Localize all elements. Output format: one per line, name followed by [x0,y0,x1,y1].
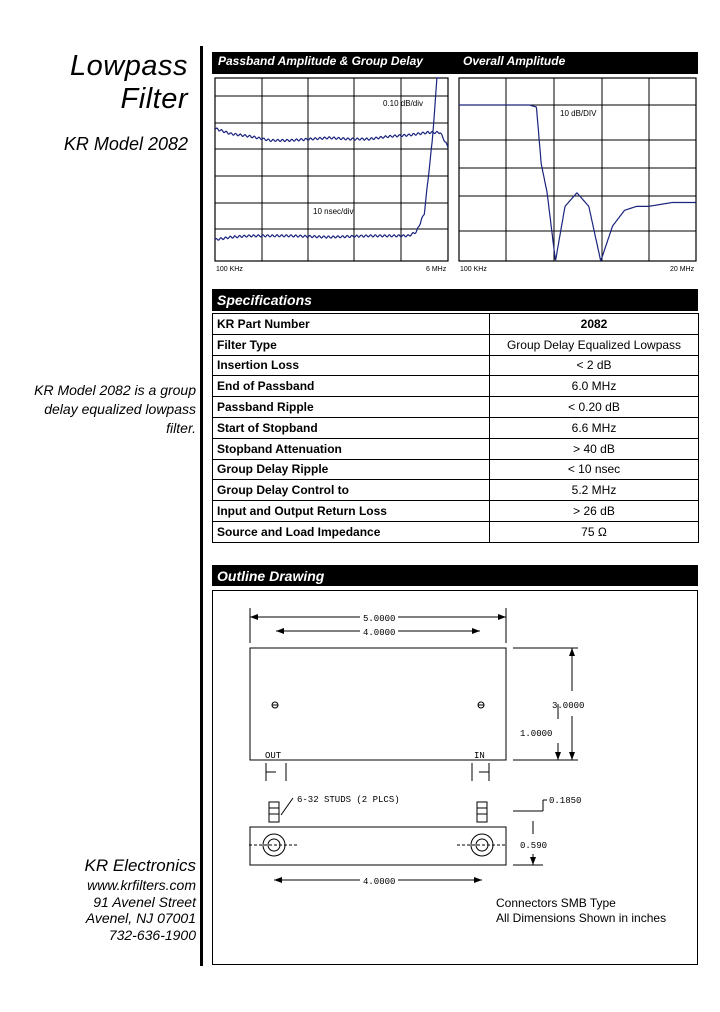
overall-chart-title: Overall Amplitude [463,54,566,68]
spec-label: Passband Ripple [213,397,490,418]
outline-drawing-box [212,590,698,965]
spec-value: 6.0 MHz [490,376,699,397]
spec-value: < 0.20 dB [490,397,699,418]
phone-number: 732-636-1900 [108,926,196,943]
spec-value: < 2 dB [490,355,699,376]
street-address: 91 Avenel Street [93,893,196,910]
website-link[interactable]: www.krfilters.com [87,877,196,893]
spec-row [213,334,699,355]
spec-row [213,438,699,459]
spec-label: KR Part Number [213,314,490,335]
passband-x-end: 6 MHz [426,266,447,273]
spec-value: 5.2 MHz [490,480,699,501]
spec-label: Stopband Attenuation [213,438,490,459]
specifications-header [212,289,698,311]
spec-label: Group Delay Ripple [213,459,490,480]
title-line2: Filter [120,83,188,115]
spec-row [213,355,699,376]
amp-scale-label: 0.10 dB/div [383,99,424,108]
spec-row [213,314,699,335]
spec-label: Insertion Loss [213,355,490,376]
spec-value: Group Delay Equalized Lowpass [490,334,699,355]
delay-scale-label: 10 nsec/div [313,207,354,216]
spec-row [213,397,699,418]
spec-label: Filter Type [213,334,490,355]
connectors-note: Connectors SMB Type [496,896,616,910]
dim-height-inner: 1.0000 [520,729,553,739]
spec-value: > 26 dB [490,501,699,522]
spec-label: Start of Stopband [213,417,490,438]
description: KR Model 2082 is a group delay equalized lowpass filter. [34,382,196,436]
spec-row [213,480,699,501]
chart-header-bar [212,52,698,74]
passband-x-start: 100 KHz [216,266,243,273]
specifications-heading: Specifications [217,292,312,308]
label-out: OUT [265,751,282,761]
spec-value: 2082 [490,314,699,335]
outline-header [212,565,698,586]
model-name: KR Model 2082 [63,134,188,154]
spec-row [213,501,699,522]
dim-offset: 0.1850 [549,796,582,806]
spec-label: End of Passband [213,376,490,397]
company-name: KR Electronics [84,856,196,875]
dim-side: 0.590 [520,841,548,851]
label-in: IN [474,751,485,761]
divider-line [200,46,203,966]
outline-drawing [213,591,697,963]
spec-label: Group Delay Control to [213,480,490,501]
passband-chart [212,76,452,276]
spec-label: Source and Load Impedance [213,521,490,542]
contact-block [86,877,196,943]
spec-value: > 40 dB [490,438,699,459]
passband-chart-title: Passband Amplitude & Group Delay [218,54,423,68]
overall-x-end: 20 MHz [670,266,695,273]
spec-label: Input and Output Return Loss [213,501,490,522]
overall-x-start: 100 KHz [460,266,487,273]
city-address: Avenel, NJ 07001 [85,910,196,926]
title-line1: Lowpass [70,50,188,82]
spec-row [213,417,699,438]
spec-value: 6.6 MHz [490,417,699,438]
dim-width-outer: 5.0000 [363,614,396,624]
spec-row [213,521,699,542]
dim-bottom: 4.0000 [363,877,396,887]
spec-row [213,459,699,480]
spec-value: < 10 nsec [490,459,699,480]
spec-value: 75 Ω [490,521,699,542]
dim-height: 3.0000 [552,701,585,711]
dim-width-inner: 4.0000 [363,628,396,638]
overall-scale-label: 10 dB/DIV [560,109,597,118]
dimensions-note: All Dimensions Shown in inches [496,911,667,925]
outline-heading: Outline Drawing [217,568,325,584]
spec-row [213,376,699,397]
overall-chart [456,76,700,276]
studs-note: 6-32 STUDS (2 PLCS) [297,795,400,805]
specifications-table [212,313,699,543]
